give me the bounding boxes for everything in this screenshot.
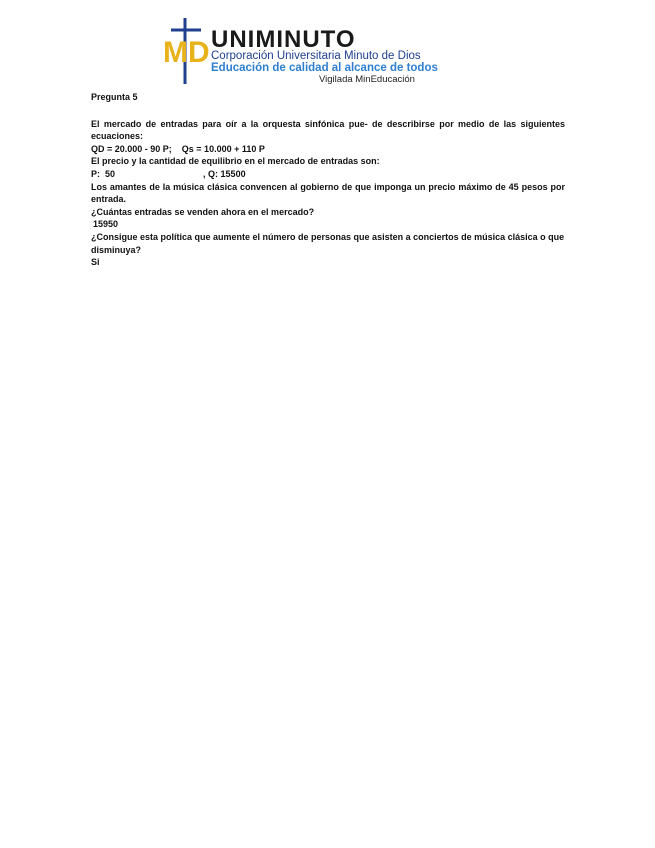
scenario-text: Los amantes de la música clásica convencen al gobierno de que imponga un precio máximo de 45 pesos por entrada.	[91, 181, 565, 205]
p-label: P:	[91, 168, 100, 179]
q-value: 15500	[220, 168, 246, 179]
uniminuto-logo	[163, 16, 438, 86]
answer-3: Si	[91, 257, 100, 268]
vigilada-text: Vigilada MinEducación	[319, 74, 415, 85]
question-3: ¿Consigue esta política que aumente el número de personas que asisten a conciertos de música clásica o que disminuya?	[91, 231, 565, 255]
tagline: Educación de calidad al alcance de todos	[211, 62, 438, 74]
md-cross-logo-icon	[163, 16, 213, 86]
question-content	[91, 91, 565, 269]
question-intro: El mercado de entradas para oír a la orquesta sinfónica pue- de describirse por medio de las siguientes ecuaciones:	[91, 118, 565, 142]
question-title: Pregunta 5	[91, 92, 138, 102]
logo-letters: MD	[163, 36, 210, 69]
brand-name: UNIMINUTO	[211, 26, 356, 53]
equilibrium-answer	[91, 168, 565, 181]
equations: QD = 20.000 - 90 P; Qs = 10.000 + 110 P	[91, 143, 265, 154]
p-value: 50	[105, 168, 116, 179]
question-2: ¿Cuántas entradas se venden ahora en el mercado?	[91, 206, 315, 217]
equilibrium-prompt: El precio y la cantidad de equilibrio en el mercado de entradas son:	[91, 156, 380, 167]
organization-name: Corporación Universitaria Minuto de Dios	[211, 50, 421, 62]
q-label: , Q:	[203, 168, 219, 179]
answer-2: 15950	[93, 219, 119, 230]
